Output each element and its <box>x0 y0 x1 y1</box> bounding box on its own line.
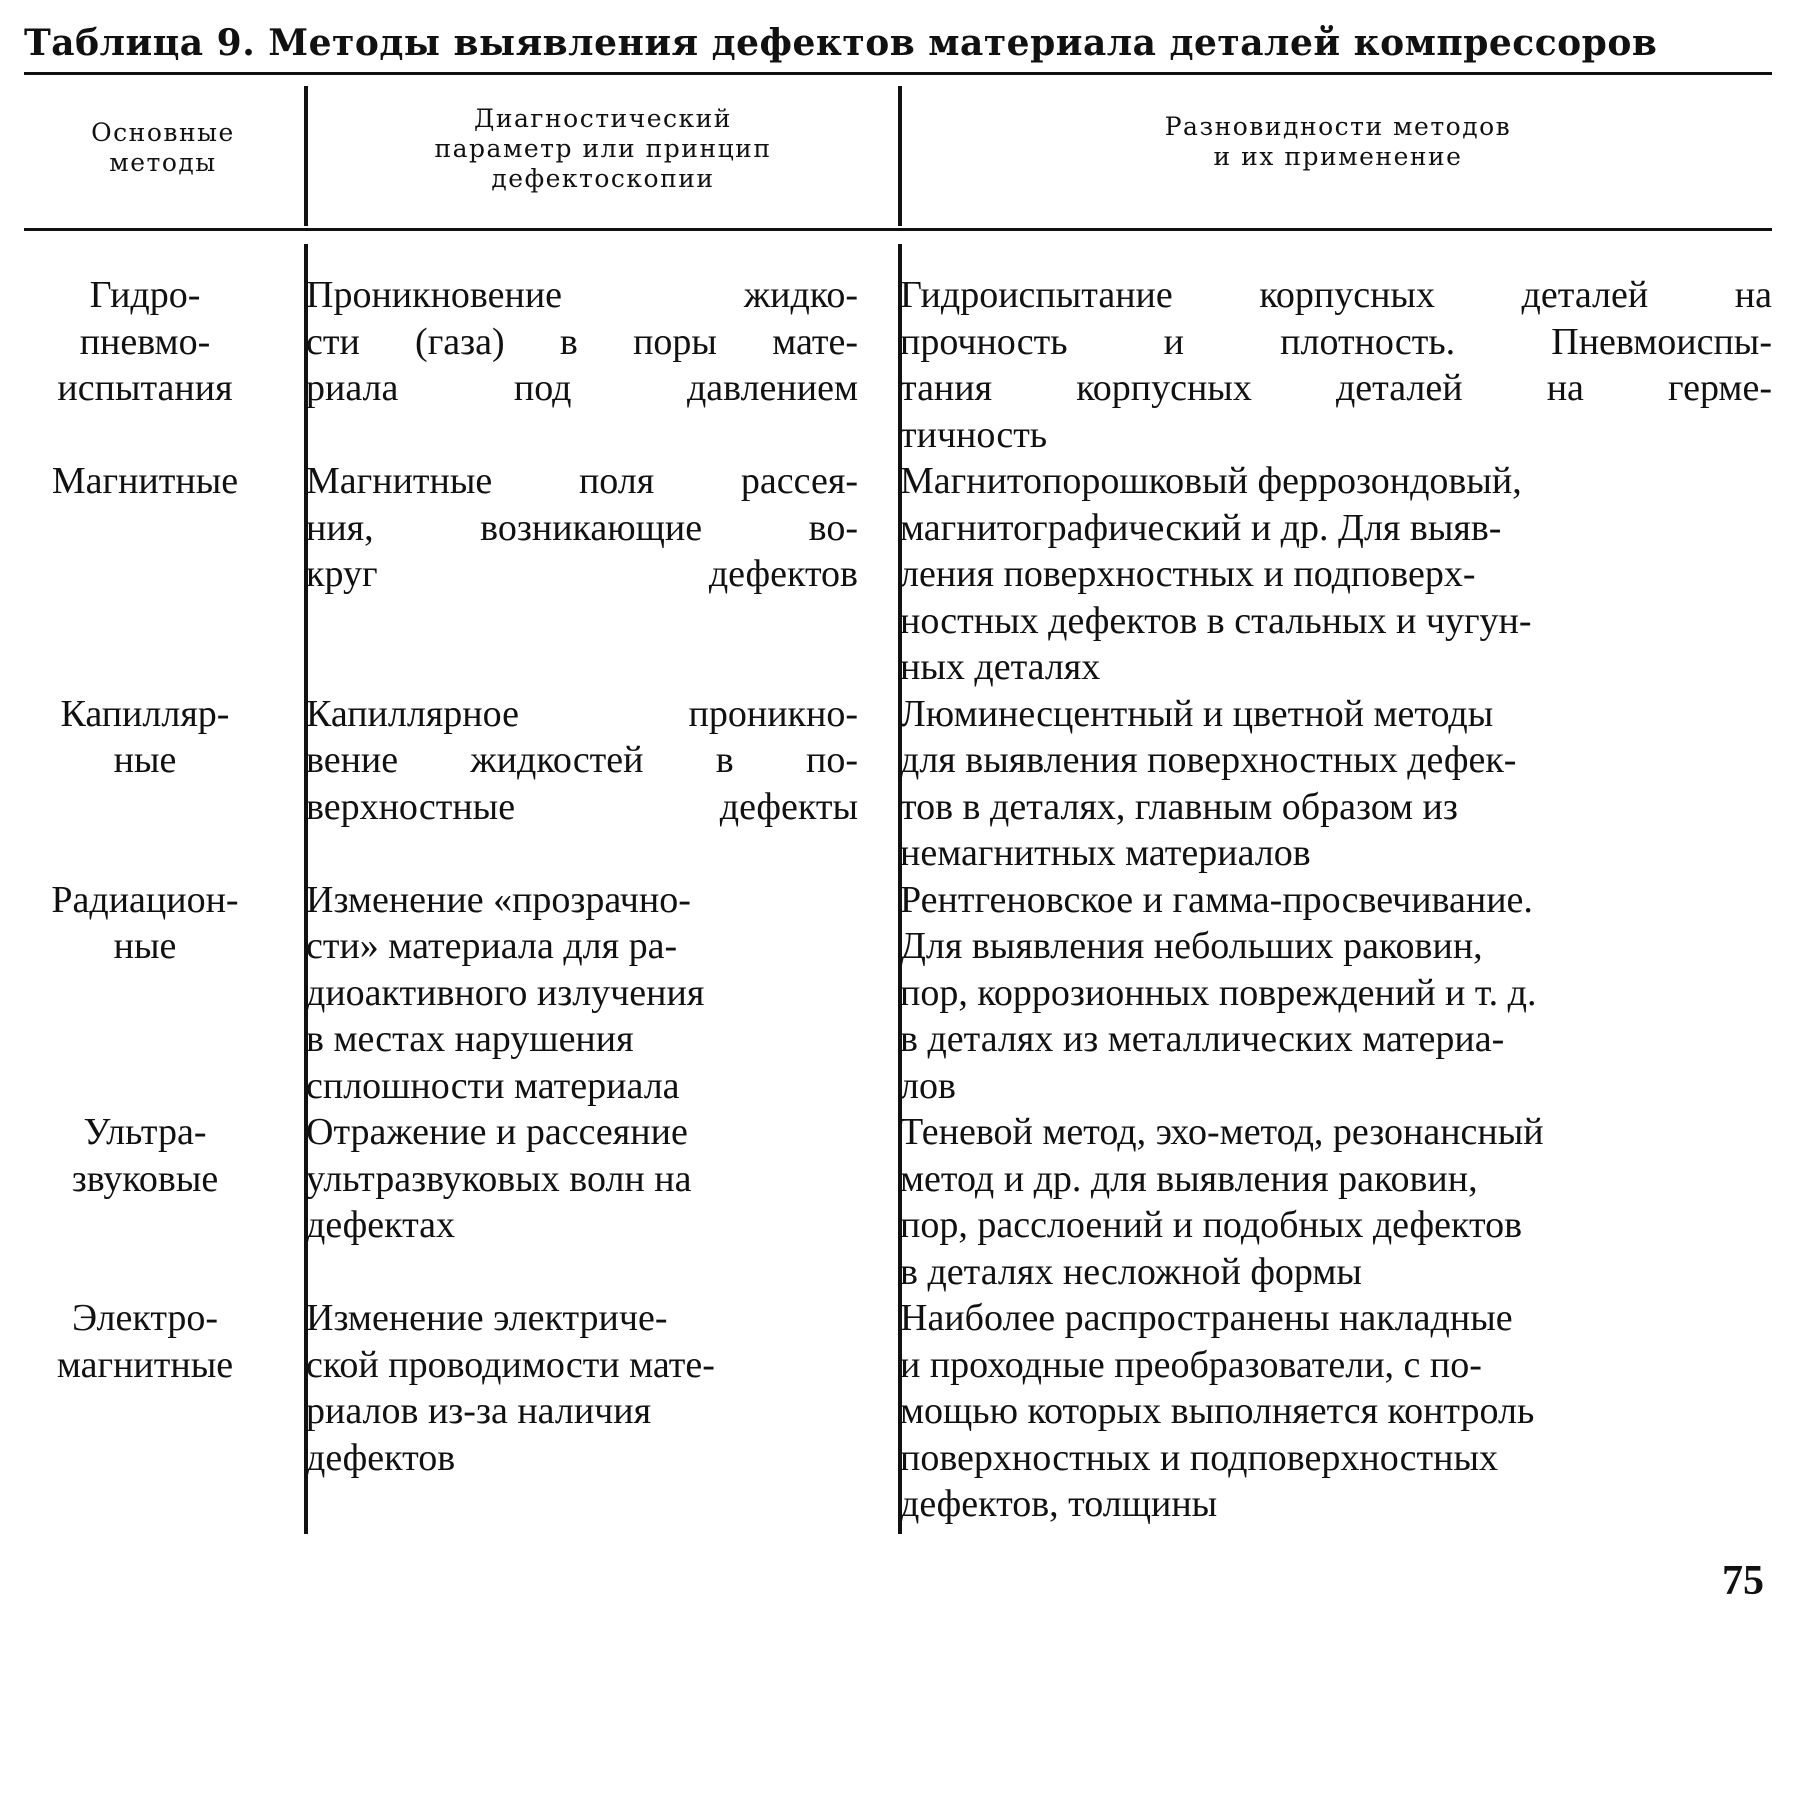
top-rule <box>24 72 1772 75</box>
header-variants: Разновидности методов и их применение <box>1164 112 1512 171</box>
header-methods: Основные методы <box>91 118 235 177</box>
parameter-cell: Изменение «прозрачно- сти» материала для ра- диоактивного излучения в местах нарушения сплошности материала <box>306 878 705 1107</box>
method-cell: Магнитные <box>51 460 239 502</box>
page-number: 75 <box>1722 1558 1764 1604</box>
column-divider-2 <box>898 86 902 226</box>
application-cell: Магнитопорошковый феррозондовый, магнитографический и др. Для выяв- ления поверхностных и подповерх- ностных дефектов в стальных и чугун- ных деталях <box>900 460 1532 688</box>
application-cell: Гидроиспытание корпусных деталей на прочность и плотность. Пневмоиспы- тания корпусных деталей на герме- тичность <box>900 274 1772 456</box>
table-title: Таблица 9. Методы выявления дефектов материала деталей компрессоров <box>24 22 1658 64</box>
parameter-cell: Изменение электриче- ской проводимости мате- риалов из-за наличия дефектов <box>306 1297 715 1479</box>
application-cell: Наиболее распространены накладные и проходные преобразователи, с по- мощью которых выполняется контроль поверхностных и подповерхностных дефектов, толщины <box>900 1297 1535 1525</box>
method-cell: Ультра- звуковые <box>71 1111 219 1200</box>
application-cell: Люминесцентный и цветной методы для выявления поверхностных дефек- тов в деталях, главным образом из немагнитных материалов <box>900 692 1517 874</box>
application-cell: Теневой метод, эхо-метод, резонансный метод и др. для выявления раковин, пор, расслоений и подобных дефектов в деталях несложной формы <box>900 1111 1544 1293</box>
table-row <box>24 691 1772 877</box>
table-row <box>24 877 1772 1110</box>
header-rule <box>24 228 1772 231</box>
parameter-cell: Капиллярное проникно- вение жидкостей в по- верхностные дефекты <box>306 692 858 828</box>
column-divider-1 <box>304 86 308 226</box>
parameter-cell: Магнитные поля рассея- ния, возникающие во- круг дефектов <box>306 460 858 595</box>
method-cell: Радиацион- ные <box>51 878 239 967</box>
method-cell: Капилляр- ные <box>60 692 230 781</box>
table-body <box>24 272 1772 1528</box>
table-row <box>24 1109 1772 1295</box>
header-parameter: Диагностический параметр или принцип дефектоскопии <box>434 104 772 193</box>
table-row <box>24 458 1772 691</box>
parameter-cell: Проникновение жидко- сти (газа) в поры мате- риала под давлением <box>306 274 858 409</box>
method-cell: Электро- магнитные <box>56 1297 234 1386</box>
application-cell: Рентгеновское и гамма-просвечивание. Для выявления небольших раковин, пор, коррозионных повреждений и т. д. в деталях из металлических материа- лов <box>900 878 1537 1107</box>
method-cell: Гидро- пневмо- испытания <box>57 274 233 409</box>
parameter-cell: Отражение и рассеяние ультразвуковых волн на дефектах <box>306 1111 692 1246</box>
table-row <box>24 272 1772 458</box>
table-row <box>24 1295 1772 1528</box>
